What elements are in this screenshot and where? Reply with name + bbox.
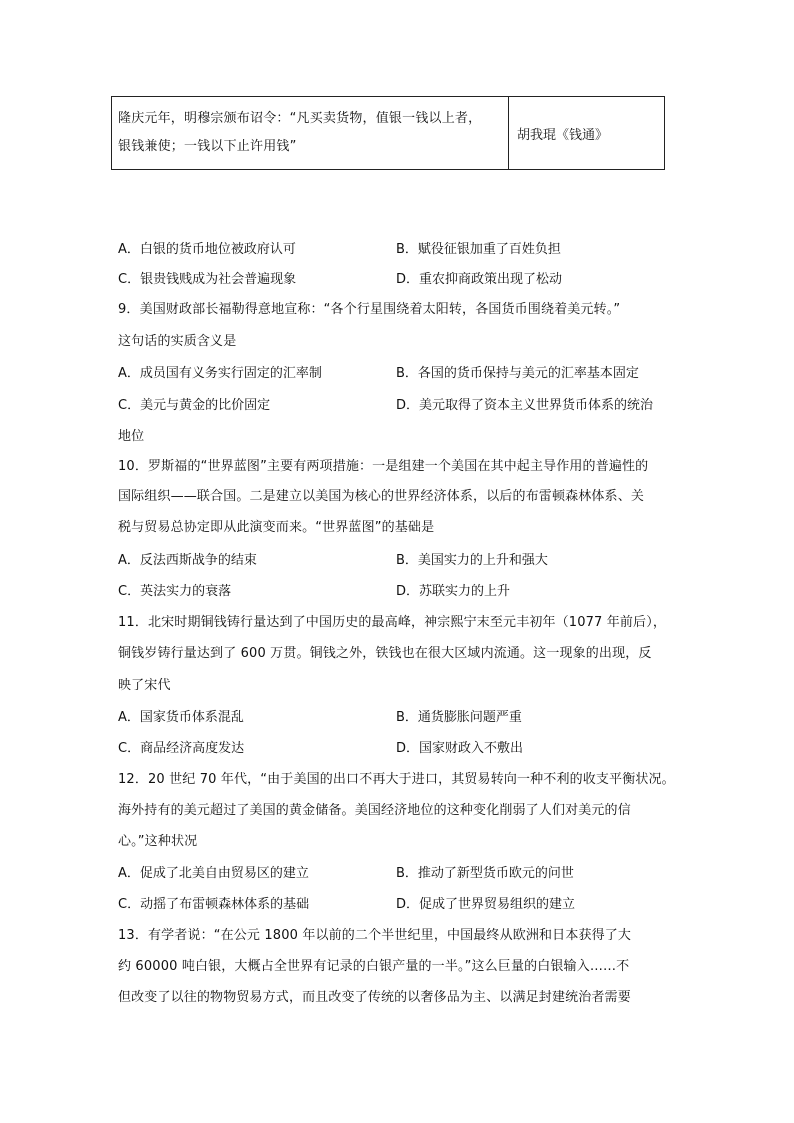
q12-stem-line-1: 12．20 世纪 70 年代，“由于美国的出口不再大于进口，其贸易转向一种不利的收支平衡状况。 <box>118 772 675 787</box>
q13-stem-line-1: 13．有学者说：“在公元 1800 年以前的二个半世纪里，中国最终从欧洲和日本获得了大 <box>118 928 632 943</box>
q12-option-d: D．促成了世界贸易组织的建立 <box>396 897 576 912</box>
q10-option-a: A．反法西斯战争的结束 <box>118 553 257 568</box>
source-cell: 胡我琨《钱通》 <box>517 127 609 143</box>
quote-line-1: 隆庆元年，明穆宗颁布诏令：“凡买卖货物，值银一钱以上者， <box>118 111 482 126</box>
q11-stem-line-3: 映了宋代 <box>118 678 171 693</box>
q10-option-c: C．英法实力的衰落 <box>118 584 232 599</box>
q10-option-d: D．苏联实力的上升 <box>396 584 511 599</box>
q8-option-d: D．重农抑商政策出现了松动 <box>396 272 563 287</box>
q8-option-c: C．银贵钱贱成为社会普遍现象 <box>118 272 297 287</box>
q8-option-a: A．白银的货币地位被政府认可 <box>118 242 296 257</box>
q12-option-b: B．推动了新型货币欧元的问世 <box>396 866 574 881</box>
q11-option-a: A．国家货币体系混乱 <box>118 710 244 725</box>
q9-stem-line-1: 9．美国财政部长福勒得意地宣称：“各个行星围绕着太阳转，各国货币围绕着美元转。” <box>118 302 621 317</box>
quote-line-2: 银钱兼使；一钱以下止许用钱” <box>118 139 297 154</box>
q11-stem-line-1: 11．北宋时期铜钱铸行量达到了中国历史的最高峰，神宗熙宁末至元丰初年（1077 年前后）， <box>118 615 667 630</box>
q11-stem-line-2: 铜钱岁铸行量达到了 600 万贯。铜钱之外，铁钱也在很大区域内流通。这一现象的出现，反 <box>118 646 652 661</box>
q13-stem-line-3: 但改变了以往的物物贸易方式，而且改变了传统的以奢侈品为主、以满足封建统治者需要 <box>118 990 631 1005</box>
q12-option-c: C．动摇了布雷顿森林体系的基础 <box>118 897 310 912</box>
q11-option-c: C．商品经济高度发达 <box>118 741 245 756</box>
q13-stem-line-2: 约 60000 吨白银，大概占全世界有记录的白银产量的一半。”这么巨量的白银输入……不 <box>118 959 630 974</box>
q9-option-c: C．美元与黄金的比价固定 <box>118 398 271 413</box>
q11-option-b: B．通货膨胀问题严重 <box>396 710 522 725</box>
quote-cell <box>112 97 509 169</box>
q10-stem-line-2: 国际组织——联合国。二是建立以美国为核心的世界经济体系，以后的布雷顿森林体系、关 <box>118 489 645 504</box>
q12-option-a: A．促成了北美自由贸易区的建立 <box>118 866 309 881</box>
q10-option-b: B．美国实力的上升和强大 <box>396 553 548 568</box>
q9-option-b: B．各国的货币保持与美元的汇率基本固定 <box>396 366 639 381</box>
q12-stem-line-2: 海外持有的美元超过了美国的黄金储备。美国经济地位的这种变化削弱了人们对美元的信 <box>118 803 631 818</box>
q9-option-d: D．美元取得了资本主义世界货币体系的统治 <box>396 398 654 413</box>
q12-stem-line-3: 心。”这种状况 <box>118 834 198 849</box>
q10-stem-line-3: 税与贸易总协定即从此演变而来。“世界蓝图”的基础是 <box>118 520 435 535</box>
q9-option-d-continuation: 地位 <box>118 429 145 444</box>
q9-option-a: A．成员国有义务实行固定的汇率制 <box>118 366 322 381</box>
q11-option-d: D．国家财政入不敷出 <box>396 741 524 756</box>
q9-stem-line-2: 这句话的实质含义是 <box>118 334 237 349</box>
quote-table <box>111 96 665 170</box>
q8-option-b: B．赋役征银加重了百姓负担 <box>396 242 561 257</box>
q10-stem-line-1: 10．罗斯福的“世界蓝图”主要有两项措施：一是组建一个美国在其中起主导作用的普遍性的 <box>118 459 649 474</box>
